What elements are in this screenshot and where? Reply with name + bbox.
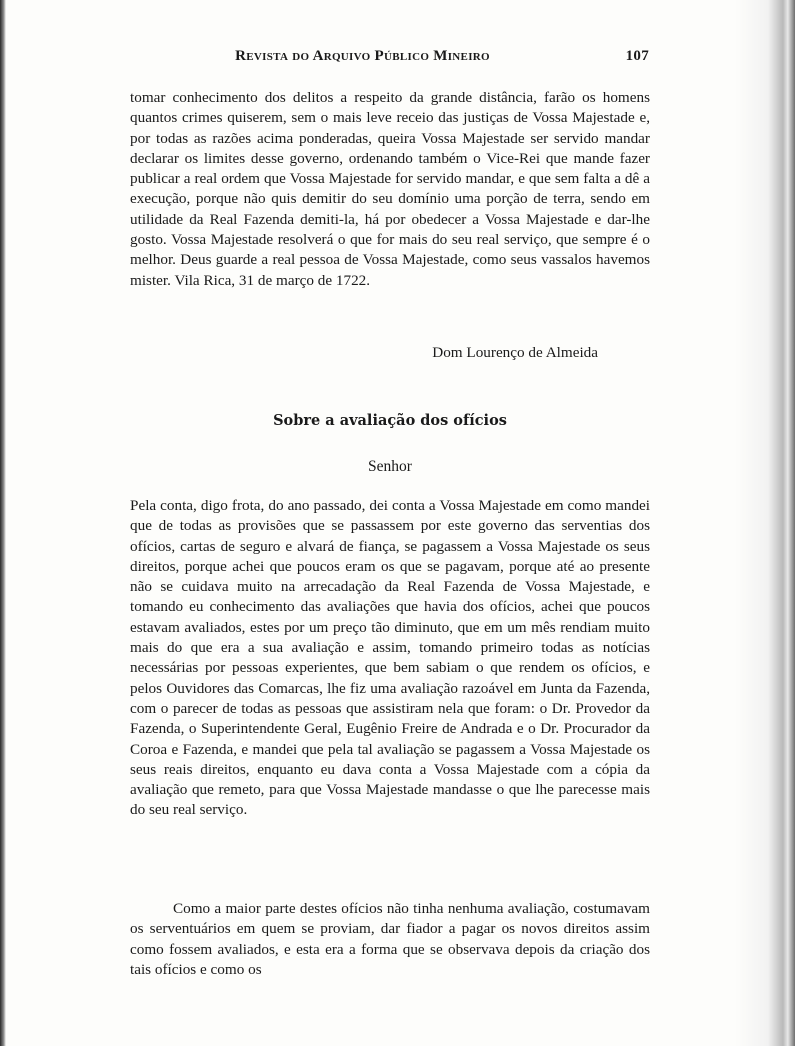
running-header (130, 48, 655, 68)
paragraph-text: Pela conta, digo frota, do ano passado, dei conta a Vossa Majestade em como mandei que de todas as provisões que se passassem por este governo das serventias dos ofícios, cartas de seguro e alvará de fiança, se pagassem a Vossa Majestade os seus direitos, porque achei que poucos eram os que se pagavam, porque até ao presente não se cuidava muito na arrecadação da Real Fazenda de Vossa Majestade, e tomando eu conhecimento das avaliações que havia dos ofícios, achei que poucos estavam avaliados, estes por um preço tão diminuto, que em um mês rendiam muito mais do que era a sua avaliação e assim, tomando primeiro todas as notícias necessárias por pessoas experientes, que bem sabiam o que rendem os ofícios, e pelos Ouvidores das Comarcas, lhe fiz uma avaliação razoável em Junta da Fazenda, com o parecer de todas as pessoas que assistiram nela que foram: o Dr. Provedor da Fazenda, o Superintendente Geral, Eugênio Freire de Andrada e o Dr. Procurador da Coroa e Fazenda, e mandei que pela tal avaliação se pagassem a Vossa Majestade os seus reais direitos, enquanto eu dava conta a Vossa Majestade com a cópia da avaliação que remeto, para que Vossa Majestade mandasse o que lhe parecesse mais do seu real serviço. (130, 497, 650, 819)
scan-binding-edge-right (735, 0, 795, 1046)
section-heading: Sobre a avaliação dos ofícios (273, 412, 507, 429)
signature: Dom Lourenço de Almeida (432, 344, 598, 361)
paragraph-text: tomar conhecimento dos delitos a respeito da grande distância, farão os homens quantos crimes quiserem, sem o mais leve receio das justiças de Vossa Majestade e, por todas as razões acima ponderadas, queira Vossa Majestade ser servido mandar declarar os limites desse governo, ordenando também o Vice-Rei que mande fazer publicar a real ordem que Vossa Majestade for servido mandar, e que sem falta a dê a execução, porque não quis demitir do seu domínio uma porção de terra, sendo em utilidade da Real Fazenda demiti-la, há por obedecer a Vossa Majestade e dar-lhe gosto. Vossa Majestade resolverá o que for mais do seu real serviço, que sempre é o melhor. Deus guarde a real pessoa de Vossa Majestade, como seus vassalos havemos mister. Vila Rica, 31 de março de 1722. (130, 89, 650, 289)
salutation: Senhor (368, 458, 412, 475)
scan-binding-edge-left (0, 0, 6, 1046)
body-paragraph (130, 899, 650, 980)
paragraph-text: Como a maior parte destes ofícios não tinha nenhuma avaliação, costumavam os serventuários em quem se proviam, dar fiador a pagar os novos direitos assim como fossem avaliados, e esta era a forma que se observava depois da criação dos tais ofícios e como os (130, 900, 650, 978)
letter-closing-paragraph (130, 88, 650, 291)
body-paragraph (130, 496, 650, 821)
page-number: 107 (625, 48, 649, 64)
running-title: Revista do Arquivo Público Mineiro (235, 48, 490, 64)
